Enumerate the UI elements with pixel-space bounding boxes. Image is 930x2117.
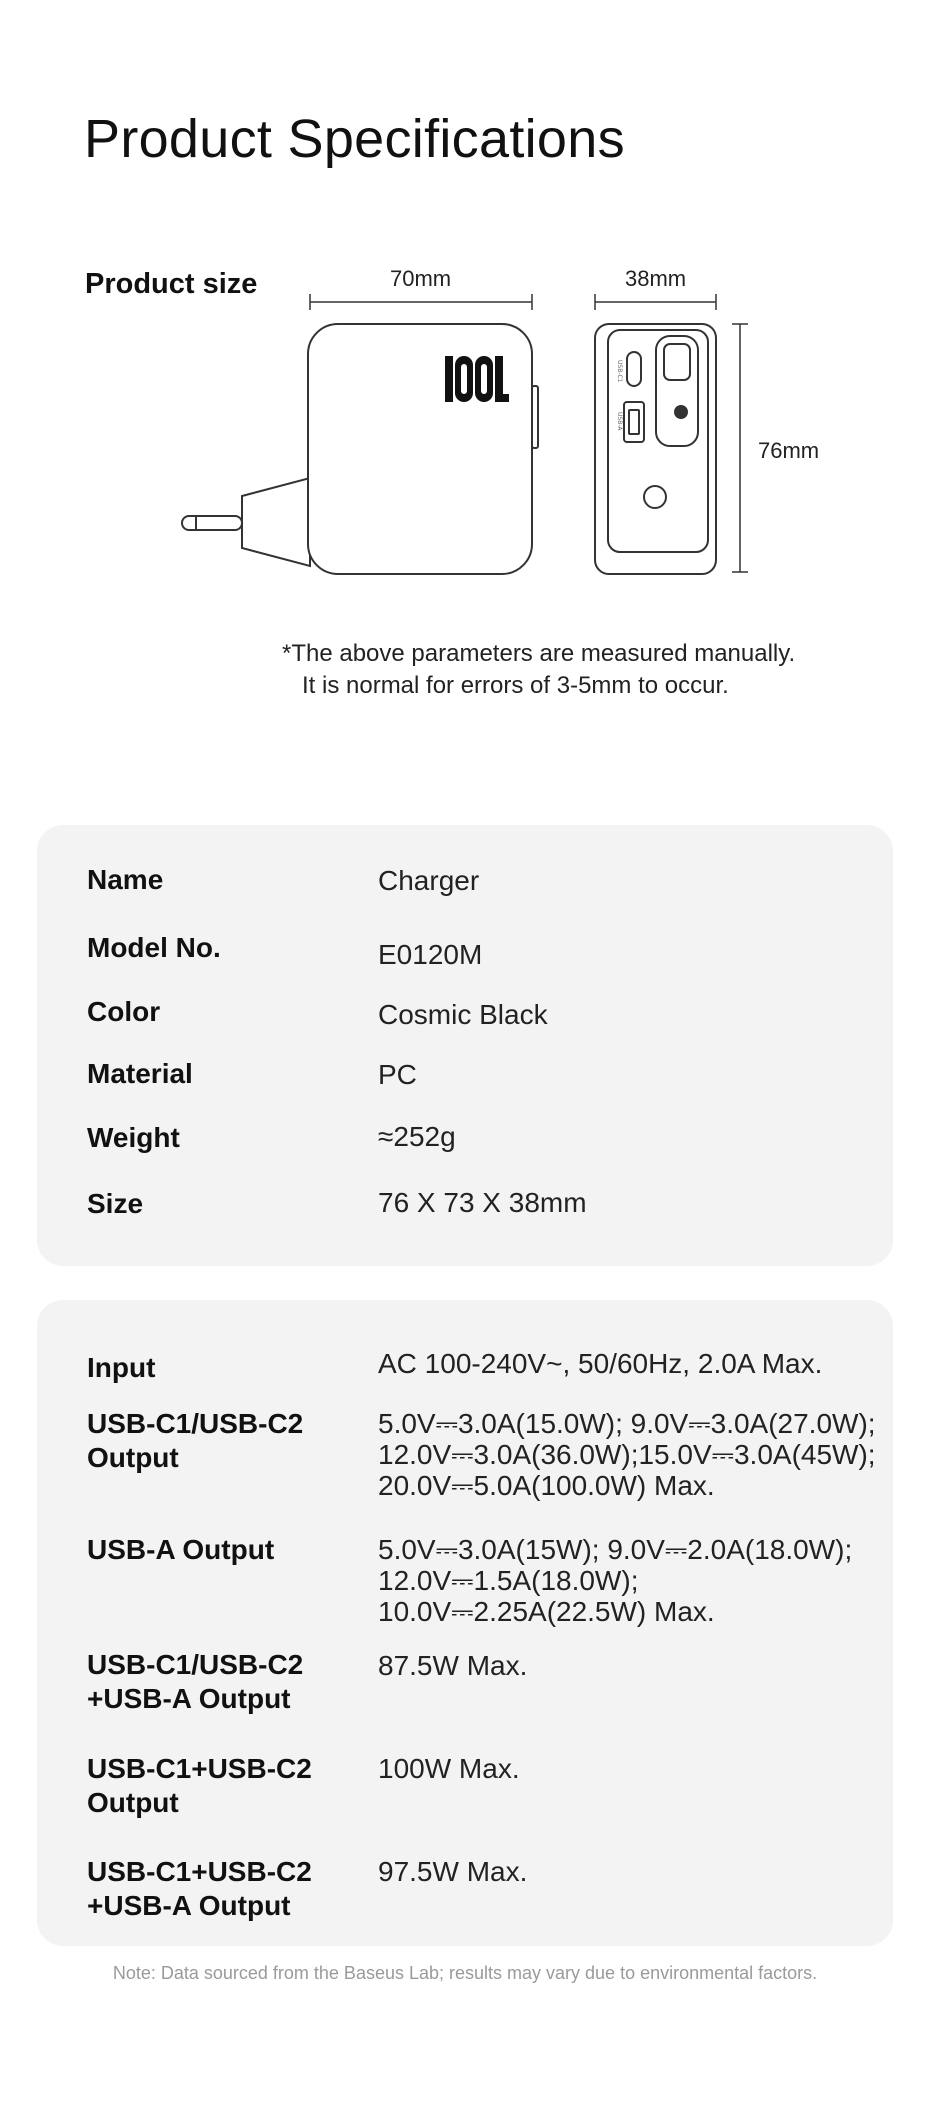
- lab-footnote: Note: Data sourced from the Baseus Lab; results may vary due to environmental factors.: [112, 1963, 818, 1983]
- spec-value-material: PC: [378, 1059, 417, 1090]
- spec-value-weight: ≈252g: [378, 1121, 456, 1152]
- spec-value-c1-c2-a-output: 97.5W Max.: [378, 1856, 528, 1887]
- spec-value-input: AC 100-240V~, 50/60Hz, 2.0A Max.: [378, 1348, 823, 1379]
- width-dimension: 70mm: [390, 266, 452, 291]
- measure-note-line-1: *The above parameters are measured manually.: [282, 640, 796, 667]
- svg-text:USB-A: USB-A: [616, 412, 623, 431]
- spec-value-model: E0120M: [378, 939, 483, 970]
- spec-label-material: Material: [87, 1058, 193, 1089]
- spec-label-c-plus-a-output: USB-C1/USB-C2 +USB-A Output: [87, 1649, 304, 1714]
- spec-label-model: Model No.: [87, 932, 221, 963]
- spec-label-c1-c2-a-output: USB-C1+USB-C2 +USB-A Output: [87, 1856, 312, 1921]
- svg-text:USB-C1: USB-C1: [616, 360, 623, 383]
- product-size-label: Product size: [85, 268, 258, 300]
- spec-label-weight: Weight: [87, 1122, 180, 1153]
- height-dimension-line: [732, 324, 748, 572]
- spec-value-c1-c2-output: 100W Max.: [378, 1753, 520, 1784]
- charger-side-view: [595, 324, 716, 574]
- basic-specs-card: [37, 825, 893, 1266]
- product-dimension-diagram: [0, 0, 930, 620]
- spec-value-color: Cosmic Black: [378, 999, 548, 1030]
- spec-value-c-plus-a-output: 87.5W Max.: [378, 1650, 528, 1681]
- spec-label-c1-c2-output: USB-C1+USB-C2 Output: [87, 1753, 312, 1818]
- spec-label-usb-c-output: USB-C1/USB-C2 Output: [87, 1408, 304, 1473]
- height-dimension: 76mm: [758, 438, 820, 463]
- measure-note-line-2: It is normal for errors of 3-5mm to occur.: [302, 672, 729, 699]
- spec-label-size: Size: [87, 1188, 144, 1219]
- spec-value-usb-c-output: 5.0V⎓3.0A(15.0W); 9.0V⎓3.0A(27.0W); 12.0V⎓3.0A(36.0W);15.0V⎓3.0A(45W); 20.0V⎓5.0A(100.0W) Max.: [378, 1408, 876, 1501]
- spec-label-input: Input: [87, 1352, 156, 1383]
- spec-value-usb-a-output: 5.0V⎓3.0A(15W); 9.0V⎓2.0A(18.0W); 12.0V⎓1.5A(18.0W); 10.0V⎓2.25A(22.5W) Max.: [378, 1534, 853, 1627]
- width-dimension-line: [310, 294, 532, 310]
- spec-value-name: Charger: [378, 865, 480, 896]
- spec-value-size: 76 X 73 X 38mm: [378, 1187, 587, 1218]
- spec-label-color: Color: [87, 996, 161, 1027]
- depth-dimension: 38mm: [625, 266, 687, 291]
- depth-dimension-line: [595, 294, 716, 310]
- page-title: Product Specifications: [84, 109, 625, 169]
- spec-label-usb-a-output: USB-A Output: [87, 1534, 275, 1565]
- spec-label-name: Name: [87, 864, 164, 895]
- output-specs-card: [37, 1300, 893, 1946]
